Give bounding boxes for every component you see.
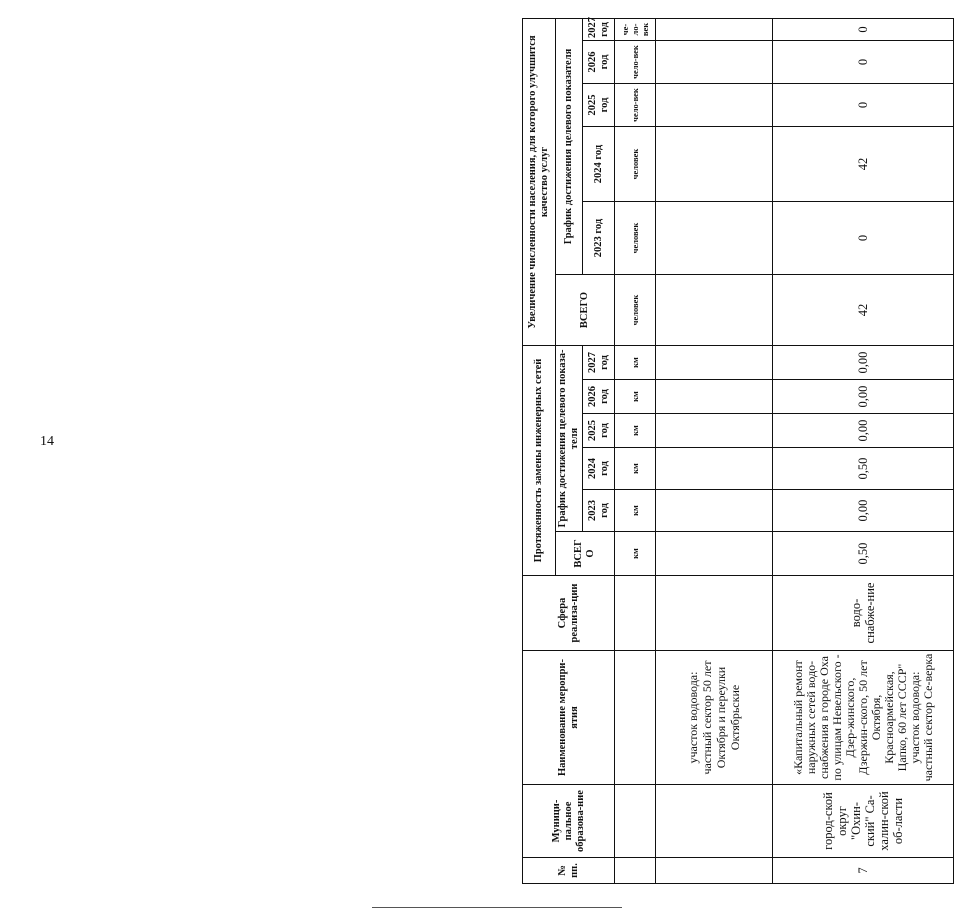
unit-people: человек (615, 275, 656, 346)
rotated-table-wrapper (522, 19, 951, 884)
row-length-2026 (656, 380, 773, 414)
unit-people: чело-век (615, 41, 656, 84)
unit-km: км (615, 490, 656, 532)
table-row (656, 19, 773, 884)
unit-people: человек (615, 127, 656, 202)
row-length-2027: 0,00 (773, 346, 954, 380)
header-pop-2027: 2027 год (583, 19, 615, 41)
unit-cell (615, 858, 656, 884)
unit-km: км (615, 346, 656, 380)
header-pop-2024: 2024 год (583, 127, 615, 202)
row-pop-2026 (656, 41, 773, 84)
header-length-2025: 2025 год (583, 414, 615, 448)
row-pop-2027 (656, 19, 773, 41)
header-length-2023: 2023 год (583, 490, 615, 532)
header-length-2024: 2024 год (583, 448, 615, 490)
unit-people: чело-век (615, 84, 656, 127)
row-length-2027 (656, 346, 773, 380)
row-sphere (656, 576, 773, 651)
page-number: 14 (40, 434, 54, 449)
unit-cell (615, 576, 656, 651)
row-pop-2026: 0 (773, 41, 954, 84)
unit-people: че-ло-век (615, 19, 656, 41)
row-length-2026: 0,00 (773, 380, 954, 414)
row-pop-total: 42 (773, 275, 954, 346)
row-pop-2025: 0 (773, 84, 954, 127)
row-length-total: 0,50 (773, 532, 954, 576)
row-length-total (656, 532, 773, 576)
row-municipality: город-ской округ "Охин-ский" Са-халин-ской об-ласти (773, 785, 954, 858)
header-pop-2023: 2023 год (583, 202, 615, 275)
header-no: № пп. (523, 858, 615, 884)
row-length-2025: 0,00 (773, 414, 954, 448)
row-sphere: водо-снабже-ние (773, 576, 954, 651)
row-event-name: участок водовода: частный сектор 50 лет Октября и переулки Октябрьские (656, 651, 773, 785)
row-length-2023 (656, 490, 773, 532)
row-pop-2024: 42 (773, 127, 954, 202)
header-pop-schedule: График достижения целевого показателя (556, 19, 583, 275)
row-municipality (656, 785, 773, 858)
header-population-group: Увеличение численности населения, для которого улучшится качество услуг (523, 19, 556, 346)
row-length-2025 (656, 414, 773, 448)
header-pop-2026: 2026 год (583, 41, 615, 84)
header-length-2026: 2026 год (583, 380, 615, 414)
table-row (773, 19, 954, 884)
row-pop-total (656, 275, 773, 346)
unit-cell (615, 785, 656, 858)
header-length-2027: 2027 год (583, 346, 615, 380)
unit-km: км (615, 380, 656, 414)
header-event-name: Наименование меропри-ятия (523, 651, 615, 785)
unit-km: км (615, 532, 656, 576)
header-length-schedule: График достижения целевого показа-теля (556, 346, 583, 532)
unit-people: человек (615, 202, 656, 275)
row-pop-2023: 0 (773, 202, 954, 275)
row-event-name: «Капитальный ремонт наружных сетей водо-снабжения в городе Оха по улицам Невельского - Дзер-жинского, Дзержин-ского, 50 лет Октября, Красноармейская, Цапко, 60 лет СССР" участок водовода: частный сектор Се-верка (773, 651, 954, 785)
row-no: 7 (773, 858, 954, 884)
row-length-2023: 0,00 (773, 490, 954, 532)
header-length-group: Протяженность замены инженерных сетей (523, 346, 556, 576)
header-municipality: Муници-пальное образова-ние (523, 785, 615, 858)
row-no (656, 858, 773, 884)
unit-cell (615, 651, 656, 785)
row-pop-2023 (656, 202, 773, 275)
row-pop-2025 (656, 84, 773, 127)
row-pop-2027: 0 (773, 19, 954, 41)
header-pop-2025: 2025 год (583, 84, 615, 127)
engineering-networks-table (522, 18, 954, 884)
header-length-total: ВСЕГ О (556, 532, 615, 576)
page-edge-line (372, 907, 622, 908)
row-pop-2024 (656, 127, 773, 202)
units-row (615, 19, 656, 884)
unit-km: км (615, 448, 656, 490)
header-sphere: Сфера реализа-ции (523, 576, 615, 651)
row-length-2024: 0,50 (773, 448, 954, 490)
row-length-2024 (656, 448, 773, 490)
unit-km: км (615, 414, 656, 448)
header-pop-total: ВСЕГО (556, 275, 615, 346)
